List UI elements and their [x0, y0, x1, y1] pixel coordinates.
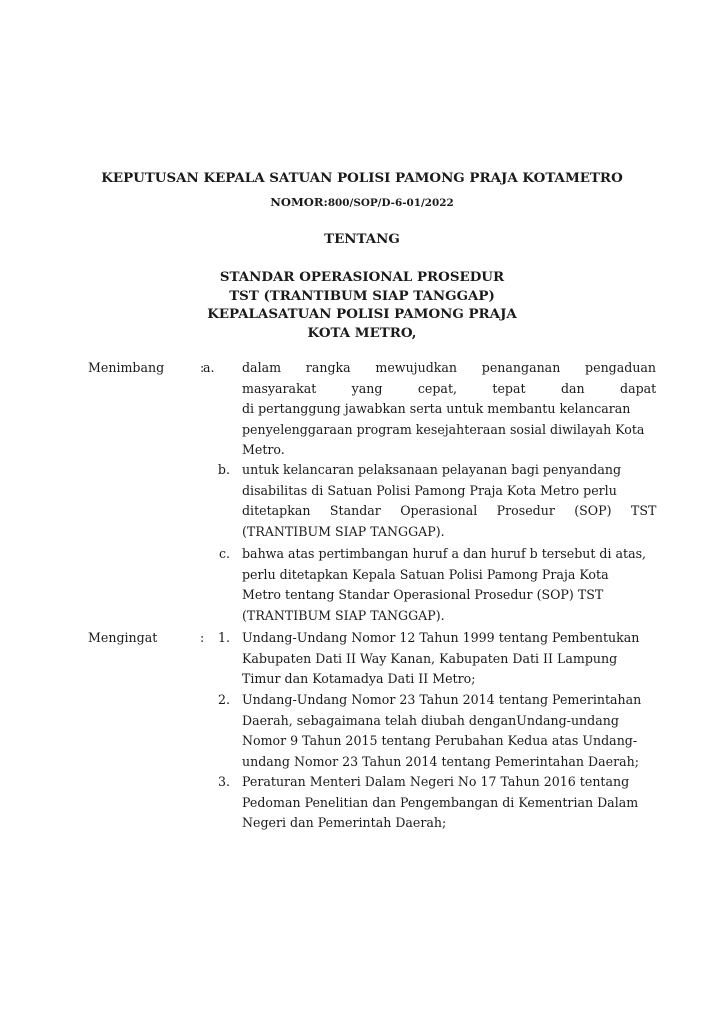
text-line: Undang-Undang Nomor 12 Tahun 1999 tentang Pembentukan [242, 630, 640, 645]
decree-title: KEPUTUSAN KEPALA SATUAN POLISI PAMONG PRAJA KOTAMETRO [101, 170, 623, 186]
subject-line-2: TST (TRANTIBUM SIAP TANGGAP) [229, 288, 495, 304]
text-line: Undang-Undang Nomor 23 Tahun 2014 tentang Pemerintahan [242, 692, 642, 707]
mengingat-item-3 [242, 772, 656, 834]
menimbang-colon: : [200, 360, 205, 375]
menimbang-mark-b: b. [217, 462, 230, 477]
text-line: bahwa atas pertimbangan huruf a dan huruf b tersebut di atas, [242, 546, 647, 561]
text-line: (TRANTIBUM SIAP TANGGAP). [242, 607, 445, 623]
mengingat-colon: : [200, 630, 205, 645]
decree-number [0, 194, 724, 212]
text-line: Kabupaten Dati II Way Kanan, Kabupaten Dati II Lampung [242, 650, 618, 666]
mengingat-mark-3: 3. [217, 774, 230, 789]
nomor-label: NOMOR: [270, 195, 328, 209]
text-line [242, 358, 656, 379]
text-line: (TRANTIBUM SIAP TANGGAP). [242, 523, 445, 539]
menimbang-label: Menimbang [88, 360, 165, 375]
line-text: ditetapkan Standar Operasional Prosedur (SOP) TST [242, 503, 657, 518]
line-text: dalam rangka mewujudkan penanganan pengaduan [242, 360, 657, 375]
mengingat-item-2 [242, 690, 656, 772]
text-line: Pedoman Penelitian dan Pengembangan di Kementrian Dalam [242, 794, 639, 810]
line-text: masyarakat yang cepat, tepat dan dapat [242, 380, 657, 396]
text-line: undang Nomor 23 Tahun 2014 tentang Pemerintahan Daerah; [242, 753, 639, 769]
menimbang-mark-c: c. [218, 546, 230, 561]
text-line: Negeri dan Pemerintah Daerah; [242, 815, 447, 830]
text-line [242, 379, 656, 400]
mengingat-mark-1: 1. [217, 630, 230, 645]
text-line: Nomor 9 Tahun 2015 tentang Perubahan Kedua atas Undang- [242, 733, 638, 748]
menimbang-item-b [242, 460, 656, 542]
text-line: untuk kelancaran pelaksanaan pelayanan bagi penyandang [242, 462, 622, 477]
menimbang-item-c [242, 544, 656, 626]
text-line: perlu ditetapkan Kepala Satuan Polisi Pamong Praja Kota [242, 566, 609, 582]
text-line: di pertanggung jawabkan serta untuk membantu kelancaran [242, 401, 631, 416]
text-line: disabilitas di Satuan Polisi Pamong Praja Kota Metro perlu [242, 482, 617, 498]
text-line [242, 501, 656, 522]
menimbang-mark-a: a. [203, 360, 215, 375]
text-line: penyelenggaraan program kesejahteraan sosial diwilayah Kota [242, 421, 645, 437]
nomor-value: 800/SOP/D-6-01/2022 [327, 197, 454, 209]
text-line: Daerah, sebagaimana telah diubah denganUndang-undang [242, 712, 619, 728]
subject-line-3: KEPALASATUAN POLISI PAMONG PRAJA [207, 306, 517, 322]
mengingat-mark-2: 2. [217, 692, 230, 707]
text-line: Metro. [242, 442, 285, 457]
menimbang-item-a [242, 358, 656, 461]
text-line: Metro tentang Standar Operasional Prosedur (SOP) TST [242, 587, 604, 602]
tentang-heading: TENTANG [324, 231, 400, 247]
subject-line-1: STANDAR OPERASIONAL PROSEDUR [219, 269, 505, 285]
text-line: Peraturan Menteri Dalam Negeri No 17 Tahun 2016 tentang [242, 774, 630, 789]
text-line: Timur dan Kotamadya Dati II Metro; [242, 671, 476, 686]
mengingat-item-1 [242, 628, 656, 690]
subject-line-4: KOTA METRO, [307, 325, 417, 341]
mengingat-label: Mengingat [88, 630, 158, 645]
